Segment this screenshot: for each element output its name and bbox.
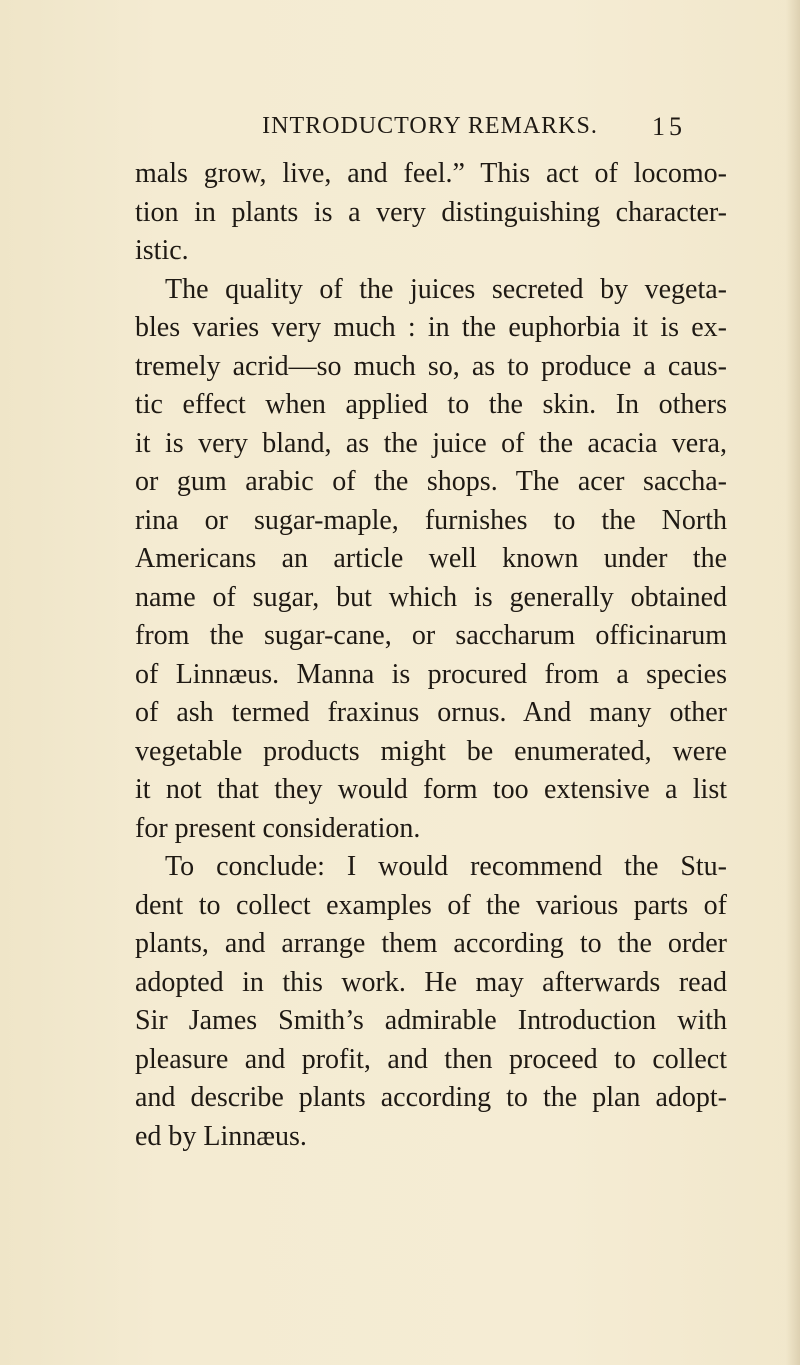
text-line: from the sugar-cane, or saccharum officinarum xyxy=(135,620,727,651)
text-line: it is very bland, as the juice of the acacia vera, xyxy=(135,427,727,459)
text-line: for present consideration. xyxy=(135,812,421,844)
text-line: mals grow, live, and feel.” This act of locomo- xyxy=(135,158,727,189)
text-line: rina or sugar-maple, furnishes to the North xyxy=(135,504,727,536)
text-line: plants, and arrange them according to the order xyxy=(135,928,727,959)
text-line: dent to collect examples of the various parts of xyxy=(135,889,727,921)
text-line: tic effect when applied to the skin. In others xyxy=(135,389,727,420)
running-header-title: INTRODUCTORY REMARKS. xyxy=(262,113,598,139)
paragraph-start-line: To conclude: I would recommend the Stu- xyxy=(165,851,727,882)
text-line: Americans an article well known under the xyxy=(135,543,727,574)
text-line: vegetable products might be enumerated, were xyxy=(135,735,727,767)
text-line: adopted in this work. He may afterwards read xyxy=(135,966,727,998)
text-line: pleasure and profit, and then proceed to collect xyxy=(135,1043,727,1075)
text-line: tion in plants is a very distinguishing character- xyxy=(135,196,727,228)
text-line: name of sugar, but which is generally obtained xyxy=(135,581,727,613)
text-line: Sir James Smith’s admirable Introduction with xyxy=(135,1005,727,1036)
page-number: 15 xyxy=(652,112,686,141)
text-line: of ash termed fraxinus ornus. And many other xyxy=(135,697,727,728)
text-line: istic. xyxy=(135,235,189,266)
text-line: and describe plants according to the plan adopt- xyxy=(135,1082,727,1113)
page-edge-shadow xyxy=(786,0,800,1365)
text-line: ed by Linnæus. xyxy=(135,1120,307,1152)
paragraph-start-line: The quality of the juices secreted by vegeta- xyxy=(165,273,727,305)
text-line: tremely acrid—so much so, as to produce a caus- xyxy=(135,350,727,382)
body-text xyxy=(135,155,727,1156)
text-line: or gum arabic of the shops. The acer saccha- xyxy=(135,466,727,497)
running-header xyxy=(210,113,650,140)
text-line: bles varies very much : in the euphorbia it is ex- xyxy=(135,312,727,343)
text-line: it not that they would form too extensive a list xyxy=(135,774,727,805)
text-line: of Linnæus. Manna is procured from a species xyxy=(135,658,727,690)
